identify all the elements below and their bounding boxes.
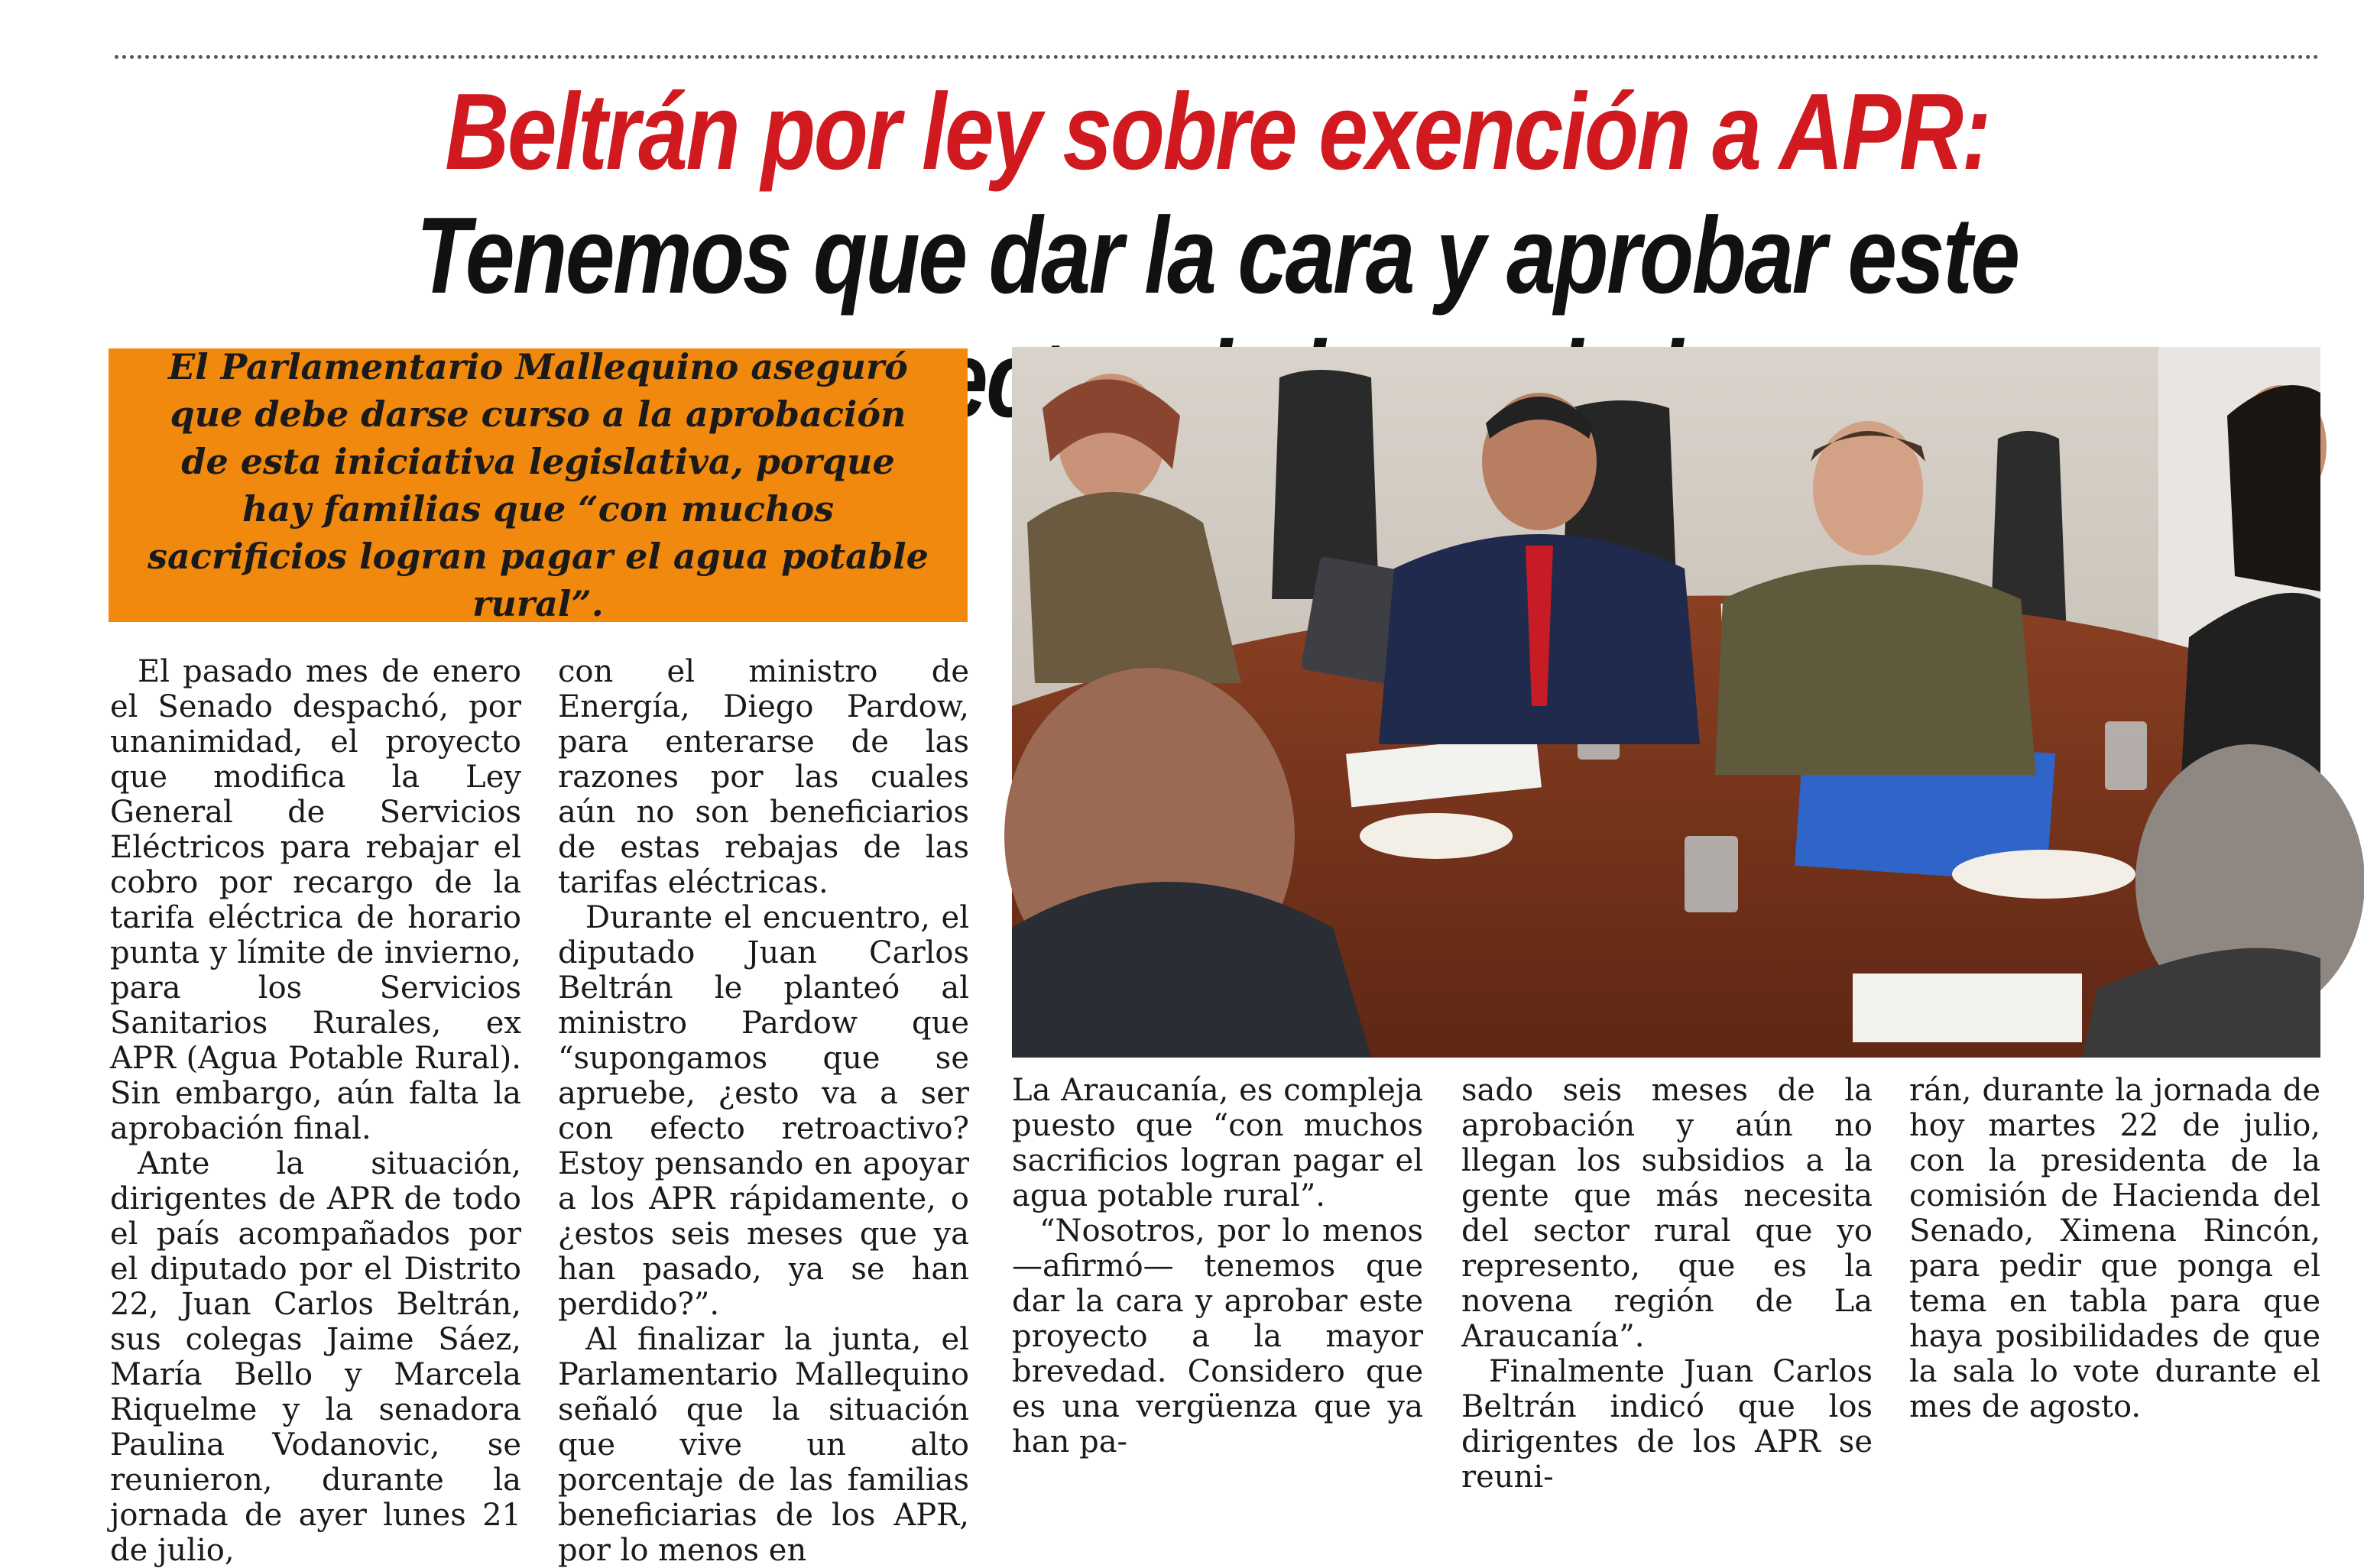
body-paragraph: Ante la situación, dirigentes de APR de todo el país acompañados por el diputado por el Distrito 22, Juan Carlos Beltrán, sus colegas Jaime Sáez, María Bello y Marcela Riquelme y la senadora Paulina Vodanovic, se reunieron, durante la jornada de ayer lunes 21 de julio, <box>110 1146 521 1568</box>
body-column-1 <box>110 654 521 1568</box>
body-column-2 <box>558 654 969 1568</box>
body-paragraph: Durante el encuentro, el diputado Juan Carlos Beltrán le planteó al ministro Pardow que “supongamos que se apruebe, ¿esto va a ser con efecto retroactivo? Estoy pensando en apoyar a los APR rápidamente, o ¿estos seis meses que ya han pasado, ya se han perdido?”. <box>558 900 969 1322</box>
body-column-5 <box>1909 1073 2320 1446</box>
photo-paper <box>1853 974 2082 1042</box>
photo-water-glass <box>1685 836 1738 912</box>
body-column-3 <box>1012 1073 1423 1459</box>
body-paragraph: sado seis meses de la aprobación y aún no llegan los subsidios a la gente que más necesita del sector rural que yo represento, que es la novena región de La Araucanía”. <box>1461 1073 1873 1354</box>
photo-water-glass <box>2105 721 2147 790</box>
body-paragraph: “Nosotros, por lo menos —afirmó— tenemos que dar la cara y aprobar este proyecto a la mayor brevedad. Considero que es una vergüenza que ya han pa- <box>1012 1213 1423 1459</box>
body-paragraph: rán, durante la jornada de hoy martes 22 de julio, con la presidenta de la comisión de Hacienda del Senado, Ximena Rincón, para pedir que ponga el tema en tabla para que haya posibilidades de que la sala lo vote durante el mes de agosto. <box>1909 1073 2320 1424</box>
dotted-rule <box>115 55 2320 59</box>
body-paragraph: El pasado mes de enero el Senado despachó, por unanimidad, el proyecto que modifica la Ley General de Servicios Eléctricos para rebajar el cobro por recargo de la tarifa eléctrica de horario punta y límite de invierno, para los Servicios Sanitarios Rurales, ex APR (Agua Potable Rural). Sin embargo, aún falta la aprobación final. <box>110 654 521 1146</box>
lead-box <box>109 348 968 622</box>
body-paragraph: Al finalizar la junta, el Parlamentario Mallequino señaló que la situación que vive un alto porcentaje de las familias beneficiarias de los APR, por lo menos en <box>558 1322 969 1568</box>
photo-cookie-plate <box>1360 813 1513 859</box>
photo-cookie-plate <box>1952 850 2135 899</box>
headline-red-part: Beltrán por ley sobre exención a APR: <box>445 71 1989 193</box>
body-paragraph: Finalmente Juan Carlos Beltrán indicó que los dirigentes de los APR se reuni- <box>1461 1354 1873 1495</box>
body-column-4 <box>1461 1073 1873 1495</box>
body-paragraph: La Araucanía, es compleja puesto que “con muchos sacrificios logran pagar el agua potable rural”. <box>1012 1073 1423 1213</box>
body-paragraph: con el ministro de Energía, Diego Pardow, para enterarse de las razones por las cuales aún no son beneficiarios de estas rebajas de las tarifas eléctricas. <box>558 654 969 900</box>
headline-black-part: Tenemos que dar la cara y aprobar este <box>416 195 2019 316</box>
meeting-photo <box>1012 347 2320 1058</box>
lead-text: El Parlamentario Mallequino aseguró que debe darse curso a la aprobación de esta iniciativa legislativa, porque hay familias que “con muchos sacrificios logran pagar el agua potable rural”. <box>148 346 929 624</box>
